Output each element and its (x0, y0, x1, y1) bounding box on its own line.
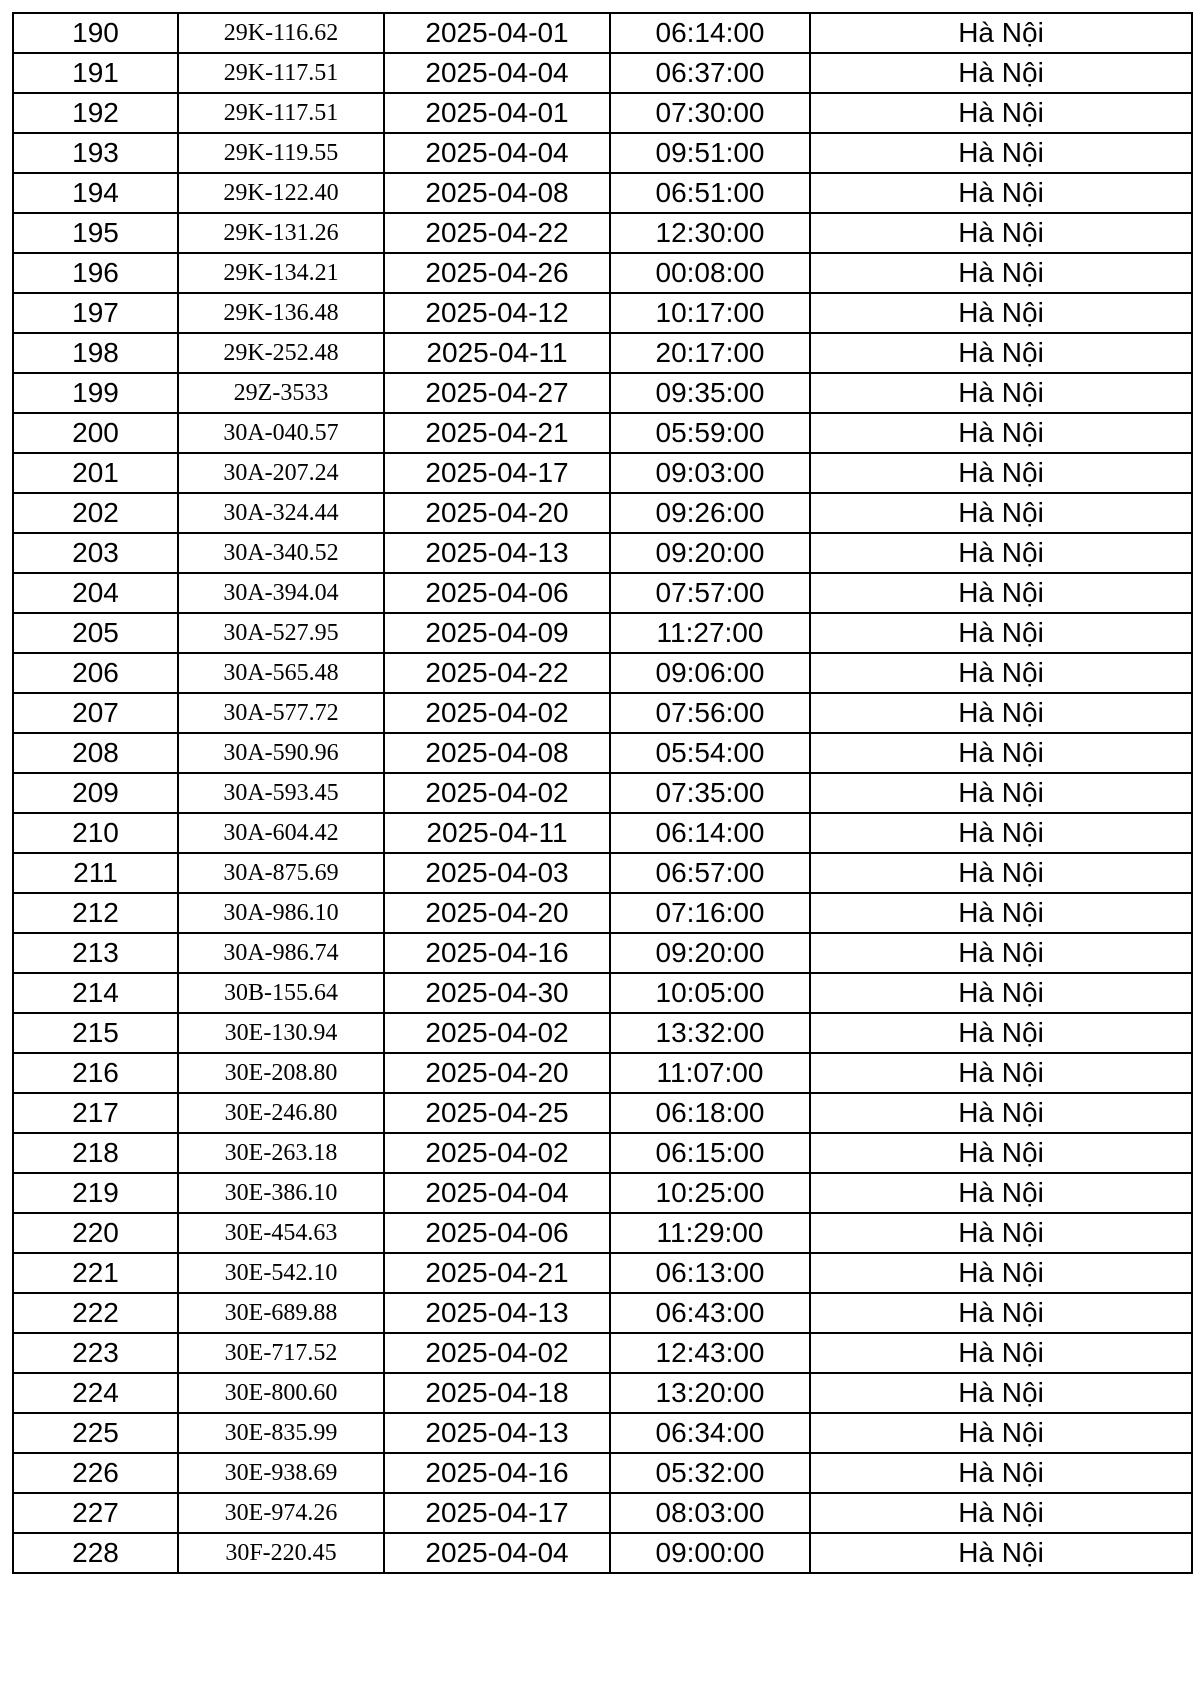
table-row (13, 853, 1192, 893)
time-cell: 05:32:00 (610, 1453, 810, 1493)
table-row (13, 653, 1192, 693)
table-row (13, 933, 1192, 973)
location-cell: Hà Nội (810, 1213, 1192, 1253)
date-cell: 2025-04-17 (384, 453, 610, 493)
time-cell: 10:05:00 (610, 973, 810, 1013)
row-number-cell: 198 (13, 333, 178, 373)
location-cell: Hà Nội (810, 1533, 1192, 1573)
row-number-cell: 215 (13, 1013, 178, 1053)
table-row (13, 613, 1192, 653)
row-number-cell: 216 (13, 1053, 178, 1093)
date-cell: 2025-04-21 (384, 1253, 610, 1293)
date-cell: 2025-04-13 (384, 533, 610, 573)
location-cell: Hà Nội (810, 373, 1192, 413)
row-number-cell: 220 (13, 1213, 178, 1253)
row-number-cell: 218 (13, 1133, 178, 1173)
license-plate-cell: 30E-542.10 (178, 1253, 384, 1293)
time-cell: 11:29:00 (610, 1213, 810, 1253)
license-plate-cell: 29K-119.55 (178, 133, 384, 173)
license-plate-cell: 30A-565.48 (178, 653, 384, 693)
location-cell: Hà Nội (810, 733, 1192, 773)
row-number-cell: 214 (13, 973, 178, 1013)
license-plate-cell: 30E-454.63 (178, 1213, 384, 1253)
time-cell: 09:06:00 (610, 653, 810, 693)
row-number-cell: 210 (13, 813, 178, 853)
table-row (13, 53, 1192, 93)
license-plate-cell: 30E-938.69 (178, 1453, 384, 1493)
date-cell: 2025-04-12 (384, 293, 610, 333)
location-cell: Hà Nội (810, 1373, 1192, 1413)
time-cell: 12:30:00 (610, 213, 810, 253)
time-cell: 06:15:00 (610, 1133, 810, 1173)
license-plate-cell: 30A-986.10 (178, 893, 384, 933)
row-number-cell: 219 (13, 1173, 178, 1213)
license-plate-cell: 30E-130.94 (178, 1013, 384, 1053)
date-cell: 2025-04-13 (384, 1293, 610, 1333)
table-row (13, 453, 1192, 493)
row-number-cell: 208 (13, 733, 178, 773)
location-cell: Hà Nội (810, 13, 1192, 53)
date-cell: 2025-04-06 (384, 573, 610, 613)
time-cell: 05:59:00 (610, 413, 810, 453)
license-plate-cell: 30A-394.04 (178, 573, 384, 613)
location-cell: Hà Nội (810, 773, 1192, 813)
table-row (13, 1253, 1192, 1293)
row-number-cell: 206 (13, 653, 178, 693)
date-cell: 2025-04-22 (384, 653, 610, 693)
row-number-cell: 226 (13, 1453, 178, 1493)
license-plate-cell: 30E-263.18 (178, 1133, 384, 1173)
location-cell: Hà Nội (810, 293, 1192, 333)
location-cell: Hà Nội (810, 133, 1192, 173)
license-plate-cell: 30F-220.45 (178, 1533, 384, 1573)
location-cell: Hà Nội (810, 573, 1192, 613)
license-plate-cell: 30E-717.52 (178, 1333, 384, 1373)
date-cell: 2025-04-09 (384, 613, 610, 653)
time-cell: 13:32:00 (610, 1013, 810, 1053)
time-cell: 12:43:00 (610, 1333, 810, 1373)
date-cell: 2025-04-08 (384, 173, 610, 213)
row-number-cell: 199 (13, 373, 178, 413)
table-body (13, 13, 1192, 1573)
table-row (13, 133, 1192, 173)
date-cell: 2025-04-02 (384, 693, 610, 733)
row-number-cell: 222 (13, 1293, 178, 1333)
row-number-cell: 200 (13, 413, 178, 453)
time-cell: 09:35:00 (610, 373, 810, 413)
date-cell: 2025-04-03 (384, 853, 610, 893)
location-cell: Hà Nội (810, 453, 1192, 493)
row-number-cell: 217 (13, 1093, 178, 1133)
row-number-cell: 191 (13, 53, 178, 93)
license-plate-cell: 29K-252.48 (178, 333, 384, 373)
time-cell: 06:14:00 (610, 13, 810, 53)
row-number-cell: 212 (13, 893, 178, 933)
table-row (13, 1373, 1192, 1413)
location-cell: Hà Nội (810, 693, 1192, 733)
table-row (13, 413, 1192, 453)
license-plate-cell: 30A-040.57 (178, 413, 384, 453)
license-plate-cell: 30A-590.96 (178, 733, 384, 773)
license-plate-cell: 30B-155.64 (178, 973, 384, 1013)
license-plate-cell: 30E-208.80 (178, 1053, 384, 1093)
row-number-cell: 227 (13, 1493, 178, 1533)
table-row (13, 1013, 1192, 1053)
license-plate-cell: 30A-527.95 (178, 613, 384, 653)
time-cell: 09:00:00 (610, 1533, 810, 1573)
date-cell: 2025-04-20 (384, 893, 610, 933)
location-cell: Hà Nội (810, 213, 1192, 253)
row-number-cell: 201 (13, 453, 178, 493)
license-plate-cell: 29K-131.26 (178, 213, 384, 253)
table-row (13, 1493, 1192, 1533)
time-cell: 07:57:00 (610, 573, 810, 613)
time-cell: 08:03:00 (610, 1493, 810, 1533)
date-cell: 2025-04-25 (384, 1093, 610, 1133)
row-number-cell: 211 (13, 853, 178, 893)
row-number-cell: 194 (13, 173, 178, 213)
date-cell: 2025-04-11 (384, 813, 610, 853)
date-cell: 2025-04-04 (384, 1533, 610, 1573)
row-number-cell: 228 (13, 1533, 178, 1573)
time-cell: 11:07:00 (610, 1053, 810, 1093)
time-cell: 06:51:00 (610, 173, 810, 213)
row-number-cell: 207 (13, 693, 178, 733)
time-cell: 09:20:00 (610, 533, 810, 573)
license-plate-cell: 30A-604.42 (178, 813, 384, 853)
row-number-cell: 225 (13, 1413, 178, 1453)
location-cell: Hà Nội (810, 813, 1192, 853)
location-cell: Hà Nội (810, 1013, 1192, 1053)
time-cell: 07:16:00 (610, 893, 810, 933)
license-plate-cell: 30A-875.69 (178, 853, 384, 893)
time-cell: 06:18:00 (610, 1093, 810, 1133)
license-plate-cell: 30A-593.45 (178, 773, 384, 813)
row-number-cell: 213 (13, 933, 178, 973)
license-plate-cell: 30A-207.24 (178, 453, 384, 493)
table-row (13, 213, 1192, 253)
location-cell: Hà Nội (810, 933, 1192, 973)
date-cell: 2025-04-01 (384, 93, 610, 133)
license-plate-cell: 30A-986.74 (178, 933, 384, 973)
date-cell: 2025-04-26 (384, 253, 610, 293)
row-number-cell: 202 (13, 493, 178, 533)
location-cell: Hà Nội (810, 1293, 1192, 1333)
location-cell: Hà Nội (810, 533, 1192, 573)
table-row (13, 973, 1192, 1013)
time-cell: 09:51:00 (610, 133, 810, 173)
row-number-cell: 205 (13, 613, 178, 653)
row-number-cell: 209 (13, 773, 178, 813)
license-plate-cell: 30E-800.60 (178, 1373, 384, 1413)
table-row (13, 1453, 1192, 1493)
row-number-cell: 224 (13, 1373, 178, 1413)
location-cell: Hà Nội (810, 1053, 1192, 1093)
date-cell: 2025-04-02 (384, 1133, 610, 1173)
table-row (13, 1413, 1192, 1453)
table-row (13, 773, 1192, 813)
row-number-cell: 203 (13, 533, 178, 573)
row-number-cell: 193 (13, 133, 178, 173)
location-cell: Hà Nội (810, 1333, 1192, 1373)
license-plate-cell: 30A-324.44 (178, 493, 384, 533)
table-row (13, 1053, 1192, 1093)
time-cell: 05:54:00 (610, 733, 810, 773)
location-cell: Hà Nội (810, 253, 1192, 293)
time-cell: 09:03:00 (610, 453, 810, 493)
location-cell: Hà Nội (810, 1253, 1192, 1293)
date-cell: 2025-04-17 (384, 1493, 610, 1533)
location-cell: Hà Nội (810, 893, 1192, 933)
row-number-cell: 195 (13, 213, 178, 253)
location-cell: Hà Nội (810, 53, 1192, 93)
license-plate-cell: 30A-577.72 (178, 693, 384, 733)
time-cell: 07:35:00 (610, 773, 810, 813)
license-plate-cell: 29K-134.21 (178, 253, 384, 293)
location-cell: Hà Nội (810, 493, 1192, 533)
table-row (13, 173, 1192, 213)
time-cell: 06:34:00 (610, 1413, 810, 1453)
date-cell: 2025-04-22 (384, 213, 610, 253)
date-cell: 2025-04-30 (384, 973, 610, 1013)
date-cell: 2025-04-04 (384, 133, 610, 173)
date-cell: 2025-04-02 (384, 1013, 610, 1053)
license-plate-cell: 30E-835.99 (178, 1413, 384, 1453)
date-cell: 2025-04-13 (384, 1413, 610, 1453)
date-cell: 2025-04-08 (384, 733, 610, 773)
table-row (13, 533, 1192, 573)
date-cell: 2025-04-02 (384, 773, 610, 813)
row-number-cell: 221 (13, 1253, 178, 1293)
table-row (13, 1533, 1192, 1573)
location-cell: Hà Nội (810, 653, 1192, 693)
time-cell: 09:26:00 (610, 493, 810, 533)
date-cell: 2025-04-06 (384, 1213, 610, 1253)
row-number-cell: 196 (13, 253, 178, 293)
time-cell: 00:08:00 (610, 253, 810, 293)
date-cell: 2025-04-04 (384, 1173, 610, 1213)
date-cell: 2025-04-20 (384, 1053, 610, 1093)
location-cell: Hà Nội (810, 1413, 1192, 1453)
table-row (13, 493, 1192, 533)
table-row (13, 1213, 1192, 1253)
date-cell: 2025-04-21 (384, 413, 610, 453)
table-row (13, 1133, 1192, 1173)
table-row (13, 333, 1192, 373)
time-cell: 09:20:00 (610, 933, 810, 973)
table-row (13, 1333, 1192, 1373)
table-row (13, 693, 1192, 733)
date-cell: 2025-04-11 (384, 333, 610, 373)
time-cell: 20:17:00 (610, 333, 810, 373)
date-cell: 2025-04-04 (384, 53, 610, 93)
date-cell: 2025-04-02 (384, 1333, 610, 1373)
license-plate-cell: 30E-246.80 (178, 1093, 384, 1133)
license-plate-cell: 30E-689.88 (178, 1293, 384, 1333)
license-plate-cell: 29K-116.62 (178, 13, 384, 53)
time-cell: 10:17:00 (610, 293, 810, 333)
date-cell: 2025-04-16 (384, 933, 610, 973)
time-cell: 06:14:00 (610, 813, 810, 853)
table-row (13, 1173, 1192, 1213)
time-cell: 06:43:00 (610, 1293, 810, 1333)
table-row (13, 253, 1192, 293)
time-cell: 06:37:00 (610, 53, 810, 93)
row-number-cell: 190 (13, 13, 178, 53)
date-cell: 2025-04-16 (384, 1453, 610, 1493)
license-plate-cell: 30A-340.52 (178, 533, 384, 573)
row-number-cell: 197 (13, 293, 178, 333)
license-plate-cell: 29K-122.40 (178, 173, 384, 213)
table-row (13, 13, 1192, 53)
row-number-cell: 204 (13, 573, 178, 613)
license-plate-cell: 30E-974.26 (178, 1493, 384, 1533)
table-row (13, 1093, 1192, 1133)
time-cell: 06:57:00 (610, 853, 810, 893)
location-cell: Hà Nội (810, 973, 1192, 1013)
license-plate-cell: 29Z-3533 (178, 373, 384, 413)
location-cell: Hà Nội (810, 613, 1192, 653)
records-table (12, 12, 1193, 1574)
license-plate-cell: 29K-136.48 (178, 293, 384, 333)
time-cell: 07:56:00 (610, 693, 810, 733)
table-row (13, 733, 1192, 773)
location-cell: Hà Nội (810, 93, 1192, 133)
date-cell: 2025-04-20 (384, 493, 610, 533)
table-row (13, 1293, 1192, 1333)
license-plate-cell: 29K-117.51 (178, 53, 384, 93)
table-row (13, 293, 1192, 333)
table-row (13, 893, 1192, 933)
location-cell: Hà Nội (810, 173, 1192, 213)
date-cell: 2025-04-18 (384, 1373, 610, 1413)
table-row (13, 93, 1192, 133)
time-cell: 13:20:00 (610, 1373, 810, 1413)
time-cell: 10:25:00 (610, 1173, 810, 1213)
license-plate-cell: 29K-117.51 (178, 93, 384, 133)
date-cell: 2025-04-01 (384, 13, 610, 53)
location-cell: Hà Nội (810, 1173, 1192, 1213)
row-number-cell: 223 (13, 1333, 178, 1373)
date-cell: 2025-04-27 (384, 373, 610, 413)
location-cell: Hà Nội (810, 1453, 1192, 1493)
location-cell: Hà Nội (810, 1093, 1192, 1133)
location-cell: Hà Nội (810, 333, 1192, 373)
location-cell: Hà Nội (810, 853, 1192, 893)
row-number-cell: 192 (13, 93, 178, 133)
time-cell: 07:30:00 (610, 93, 810, 133)
location-cell: Hà Nội (810, 413, 1192, 453)
table-row (13, 573, 1192, 613)
license-plate-cell: 30E-386.10 (178, 1173, 384, 1213)
table-row (13, 813, 1192, 853)
location-cell: Hà Nội (810, 1133, 1192, 1173)
time-cell: 11:27:00 (610, 613, 810, 653)
location-cell: Hà Nội (810, 1493, 1192, 1533)
time-cell: 06:13:00 (610, 1253, 810, 1293)
table-row (13, 373, 1192, 413)
